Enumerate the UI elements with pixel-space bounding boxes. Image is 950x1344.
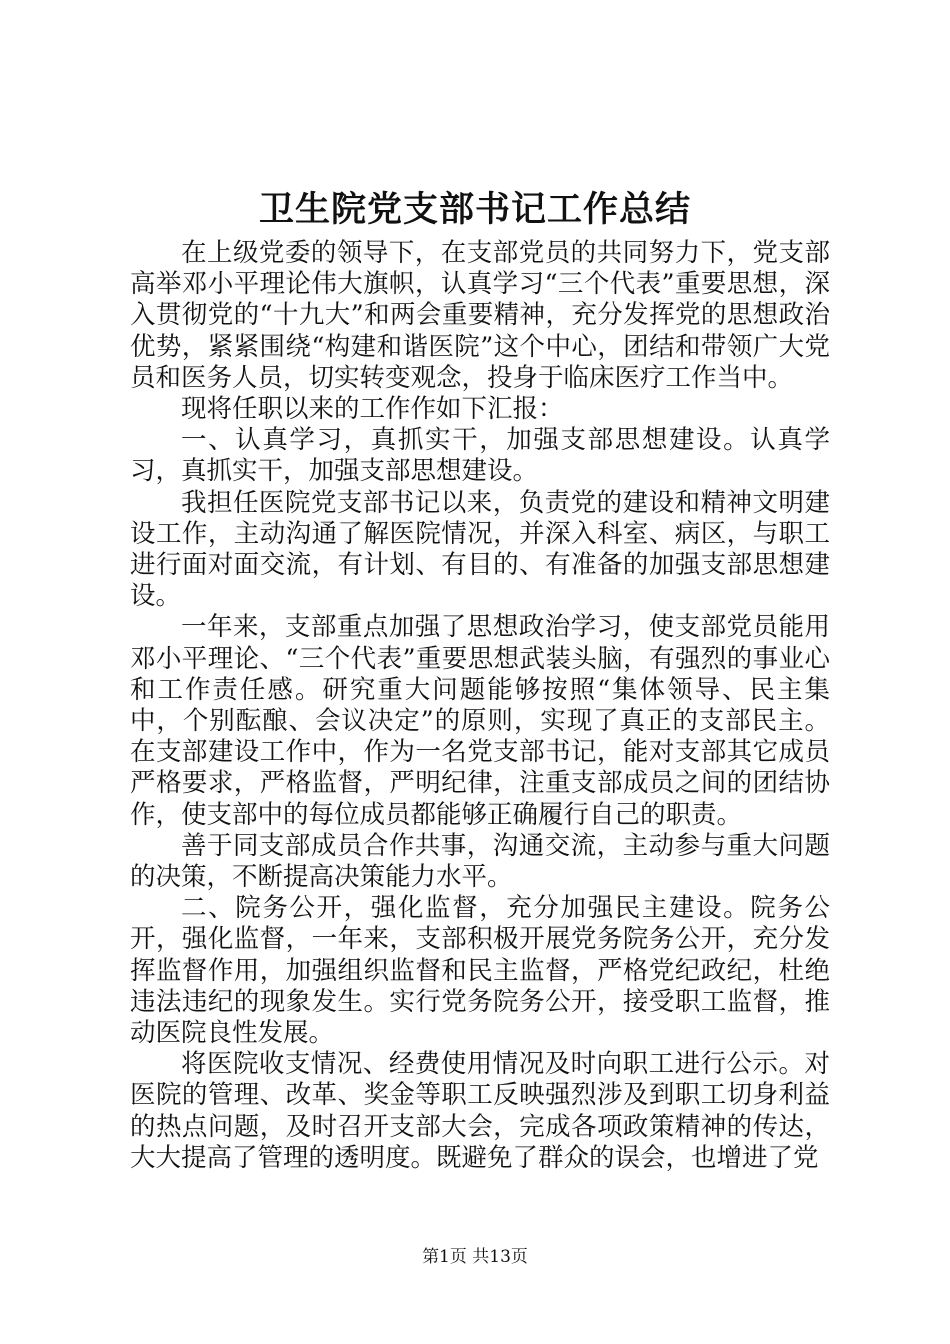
document-title: 卫生院党支部书记工作总结 [258,189,691,230]
paragraph: 在上级党委的领导下，在支部党员的共同努力下，党支部高举邓小平理论伟大旗帜，认真学习“三个代表”重要思想，深入贯彻党的“十九大”和两会重要精神，充分发挥党的思想政治优势，紧紧围绕“构建和谐医院”这个中心，团结和带领广大党员和医务人员，切实转变观念，投身于临床医疗工作当中。 [130,238,830,393]
paragraph: 一、认真学习，真抓实干，加强支部思想建设。认真学习，真抓实干，加强支部思想建设。 [130,425,830,487]
document-body [130,238,830,1174]
page-footer: 第1页 共13页 [422,1247,528,1267]
paragraph: 我担任医院党支部书记以来，负责党的建设和精神文明建设工作，主动沟通了解医院情况，并深入科室、病区，与职工进行面对面交流，有计划、有目的、有准备的加强支部思想建设。 [130,487,830,612]
paragraph: 一年来，支部重点加强了思想政治学习，使支部党员能用邓小平理论、“三个代表”重要思想武装头脑，有强烈的事业心和工作责任感。研究重大问题能够按照“集体领导、民主集中，个别酝酿、会议决定”的原则，实现了真正的支部民主。在支部建设工作中，作为一名党支部书记，能对支部其它成员严格要求，严格监督，严明纪律，注重支部成员之间的团结协作，使支部中的每位成员都能够正确履行自己的职责。 [130,612,830,830]
paragraph: 善于同支部成员合作共事，沟通交流，主动参与重大问题的决策，不断提高决策能力水平。 [130,830,830,893]
paragraph: 二、院务公开，强化监督，充分加强民主建设。院务公开，强化监督，一年来，支部积极开展党务院务公开，充分发挥监督作用，加强组织监督和民主监督，严格党纪政纪，杜绝违法违纪的现象发生。实行党务院务公开，接受职工监督，推动医院良性发展。 [130,893,830,1049]
paragraph: 将医院收支情况、经费使用情况及时向职工进行公示。对医院的管理、改革、奖金等职工反映强烈涉及到职工切身利益的热点问题，及时召开支部大会，完成各项政策精神的传达，大大提高了管理的透明度。既避免了群众的误会，也增进了党 [130,1049,830,1173]
paragraph: 现将任职以来的工作作如下汇报： [181,394,564,425]
